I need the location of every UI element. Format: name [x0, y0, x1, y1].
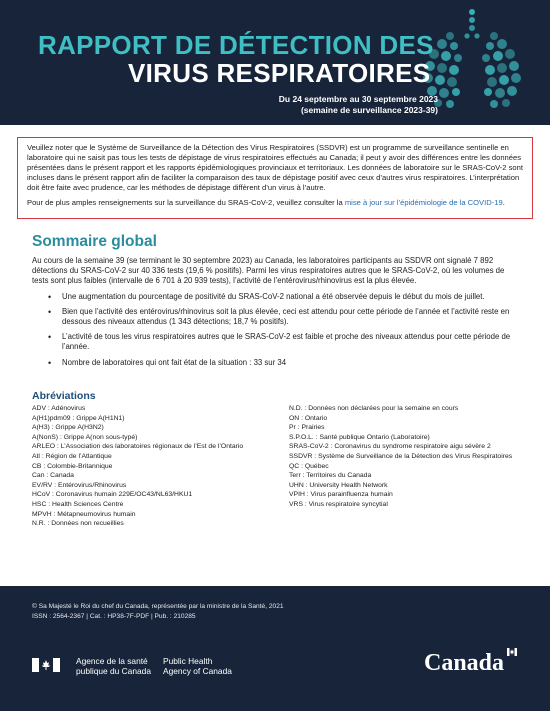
abbreviations-right-column: [289, 404, 519, 510]
abbreviation-item: Terr : Territoires du Canada: [289, 472, 372, 480]
agency-name-en: [163, 657, 232, 676]
date-range: Du 24 septembre au 30 septembre 2023: [278, 94, 438, 104]
abbreviation-item: MPVH : Métapneumovirus humain: [32, 510, 136, 518]
notice-paragraph-2: [27, 198, 523, 208]
wordmark-flag-icon: [507, 648, 517, 658]
abbreviation-item: VRS : Virus respiratoire syncytial: [289, 500, 388, 508]
abbreviation-item: Pr : Prairies: [289, 424, 325, 432]
summary-bullet-list: [32, 292, 520, 368]
abbreviation-item: CB : Colombie-Britannique: [32, 462, 113, 470]
notice-paragraph-2-end: .: [502, 198, 505, 207]
abbreviation-item: Atl : Région de l’Atlantique: [32, 452, 112, 460]
agency-name-fr: [76, 657, 151, 676]
report-dates: [279, 94, 438, 116]
report-title-line2: VIRUS RESPIRATOIRES: [128, 58, 431, 88]
abbreviation-item: N.R. : Données non recueillies: [32, 520, 124, 528]
canada-flag-icon: [32, 658, 60, 672]
agency-fr-line1: Agence de la santé: [76, 656, 148, 666]
summary-bullet: • L’activité de tous les virus respiratoires autres que le SRAS-CoV-2 est faible et proche des niveaux attendus pour cette période de l’année.: [32, 332, 520, 352]
abbreviation-item: VPIH : Virus parainfluenza humain: [289, 491, 393, 499]
report-footer: [0, 586, 550, 711]
agency-fr-line2: publique du Canada: [76, 665, 151, 676]
summary-bullet: • Bien que l’activité des entérovirus/rhinovirus soit la plus élevée, ceci est attendu pour cette période de l’année et l’activité reste en dessous des niveaux attendus (1 343 détections; 18,7 % positifs).: [32, 307, 520, 327]
abbreviation-item: S.P.O.L. : Santé publique Ontario (Laboratoire): [289, 433, 430, 441]
abbreviation-item: HCoV : Coronavirus humain 229E/OC43/NL63/HKU1: [32, 491, 193, 499]
publication-ids: ISSN : 2564-2367 | Cat. : HP38-7F-PDF | Pub. : 210285: [32, 613, 196, 620]
summary-body: [32, 256, 520, 373]
summary-heading: Sommaire global: [32, 233, 157, 250]
abbreviation-item: ON : Ontario: [289, 414, 328, 422]
report-header: [0, 0, 550, 125]
surveillance-week: (semaine de surveillance 2023-39): [300, 105, 438, 115]
abbreviation-item: QC : Québec: [289, 462, 329, 470]
copyright-text: © Sa Majesté le Roi du chef du Canada, représentée par la ministre de la Santé, 2021: [32, 603, 284, 610]
abbreviation-item: ARLEO : L’Association des laboratoires régionaux de l’Est de l’Ontario: [32, 443, 244, 451]
abbreviation-item: EV/RV : Entérovirus/Rhinovirus: [32, 481, 127, 489]
abbreviation-item: A(H3) : Grippe A(H3N2): [32, 424, 104, 432]
copyright-block: [32, 602, 284, 622]
abbreviation-item: A(NonS) : Grippe A(non sous-typé): [32, 433, 138, 441]
notice-paragraph-1: Veuillez noter que le Système de Surveillance de la Détection des Virus Respiratoires (SSDVR) est un programme de surveillance sentinelle en laboratoire qui ne saisit pas tous les tests de dépistage de virus respiratoires effectués au Canada; il peut y avoir des différences entre les données présentées dans le présent rapport et les rapports épidémiologiques provinciaux et territoriaux. Les données de laboratoire sur le SRAS-CoV-2 sont incluses dans le présent rapport afin de faciliter la comparaison des taux de dépistage positif avec ceux d’autres virus respiratoires. L’interprétation doit être faite avec prudence, car les méthodes de dépistage diffèrent d’un virus à l’autre.: [27, 143, 523, 192]
abbreviation-item: Can : Canada: [32, 472, 74, 480]
notice-box: [17, 137, 533, 219]
summary-intro: Au cours de la semaine 39 (se terminant le 30 septembre 2023) au Canada, les laboratoires participants au SSDVR ont signalé 7 892 détections du SRAS-CoV-2 sur 40 336 tests (19,6 % positifs). Parmi les virus respiratoires autres que le SRAS-CoV-2, où les volumes de tests sont plus faibles (intervalle de 6 701 à 20 939 tests), l’activité de l’entérovirus/rhinovirus est la plus élevée.: [32, 256, 505, 286]
abbreviations-heading: Abréviations: [32, 390, 96, 402]
abbreviation-item: A(H1)pdm09 : Grippe A(H1N1): [32, 414, 125, 422]
abbreviations-left-column: [32, 404, 272, 529]
abbreviation-item: N.D. : Données non déclarées pour la semaine en cours: [289, 405, 459, 412]
covid-epidemiology-link[interactable]: mise à jour sur l’épidémiologie de la COVID-19: [344, 198, 503, 207]
abbreviation-item: SRAS-CoV-2 : Coronavirus du syndrome respiratoire aigu sévère 2: [289, 443, 491, 451]
abbreviation-item: UHN : University Health Network: [289, 481, 388, 489]
agency-en-line1: Public Health: [163, 656, 213, 666]
canada-wordmark: Canada: [424, 650, 505, 676]
summary-bullet: • Nombre de laboratoires qui ont fait état de la situation : 33 sur 34: [32, 358, 520, 368]
notice-paragraph-2-text: Pour de plus amples renseignements sur la surveillance du SRAS-CoV-2, veuillez consulter la: [27, 198, 345, 207]
abbreviation-item: ADV : Adénovirus: [32, 405, 86, 412]
abbreviation-item: SSDVR : Système de Surveillance de la Détection des Virus Respiratoires: [289, 452, 513, 460]
agency-en-line2: Agency of Canada: [163, 665, 232, 676]
summary-bullet: • Une augmentation du pourcentage de positivité du SRAS-CoV-2 national a été observée depuis le début du mois de juillet.: [32, 292, 520, 302]
abbreviation-item: HSC : Health Sciences Centre: [32, 500, 124, 508]
report-title-line1: RAPPORT DE DÉTECTION DES: [38, 30, 434, 60]
